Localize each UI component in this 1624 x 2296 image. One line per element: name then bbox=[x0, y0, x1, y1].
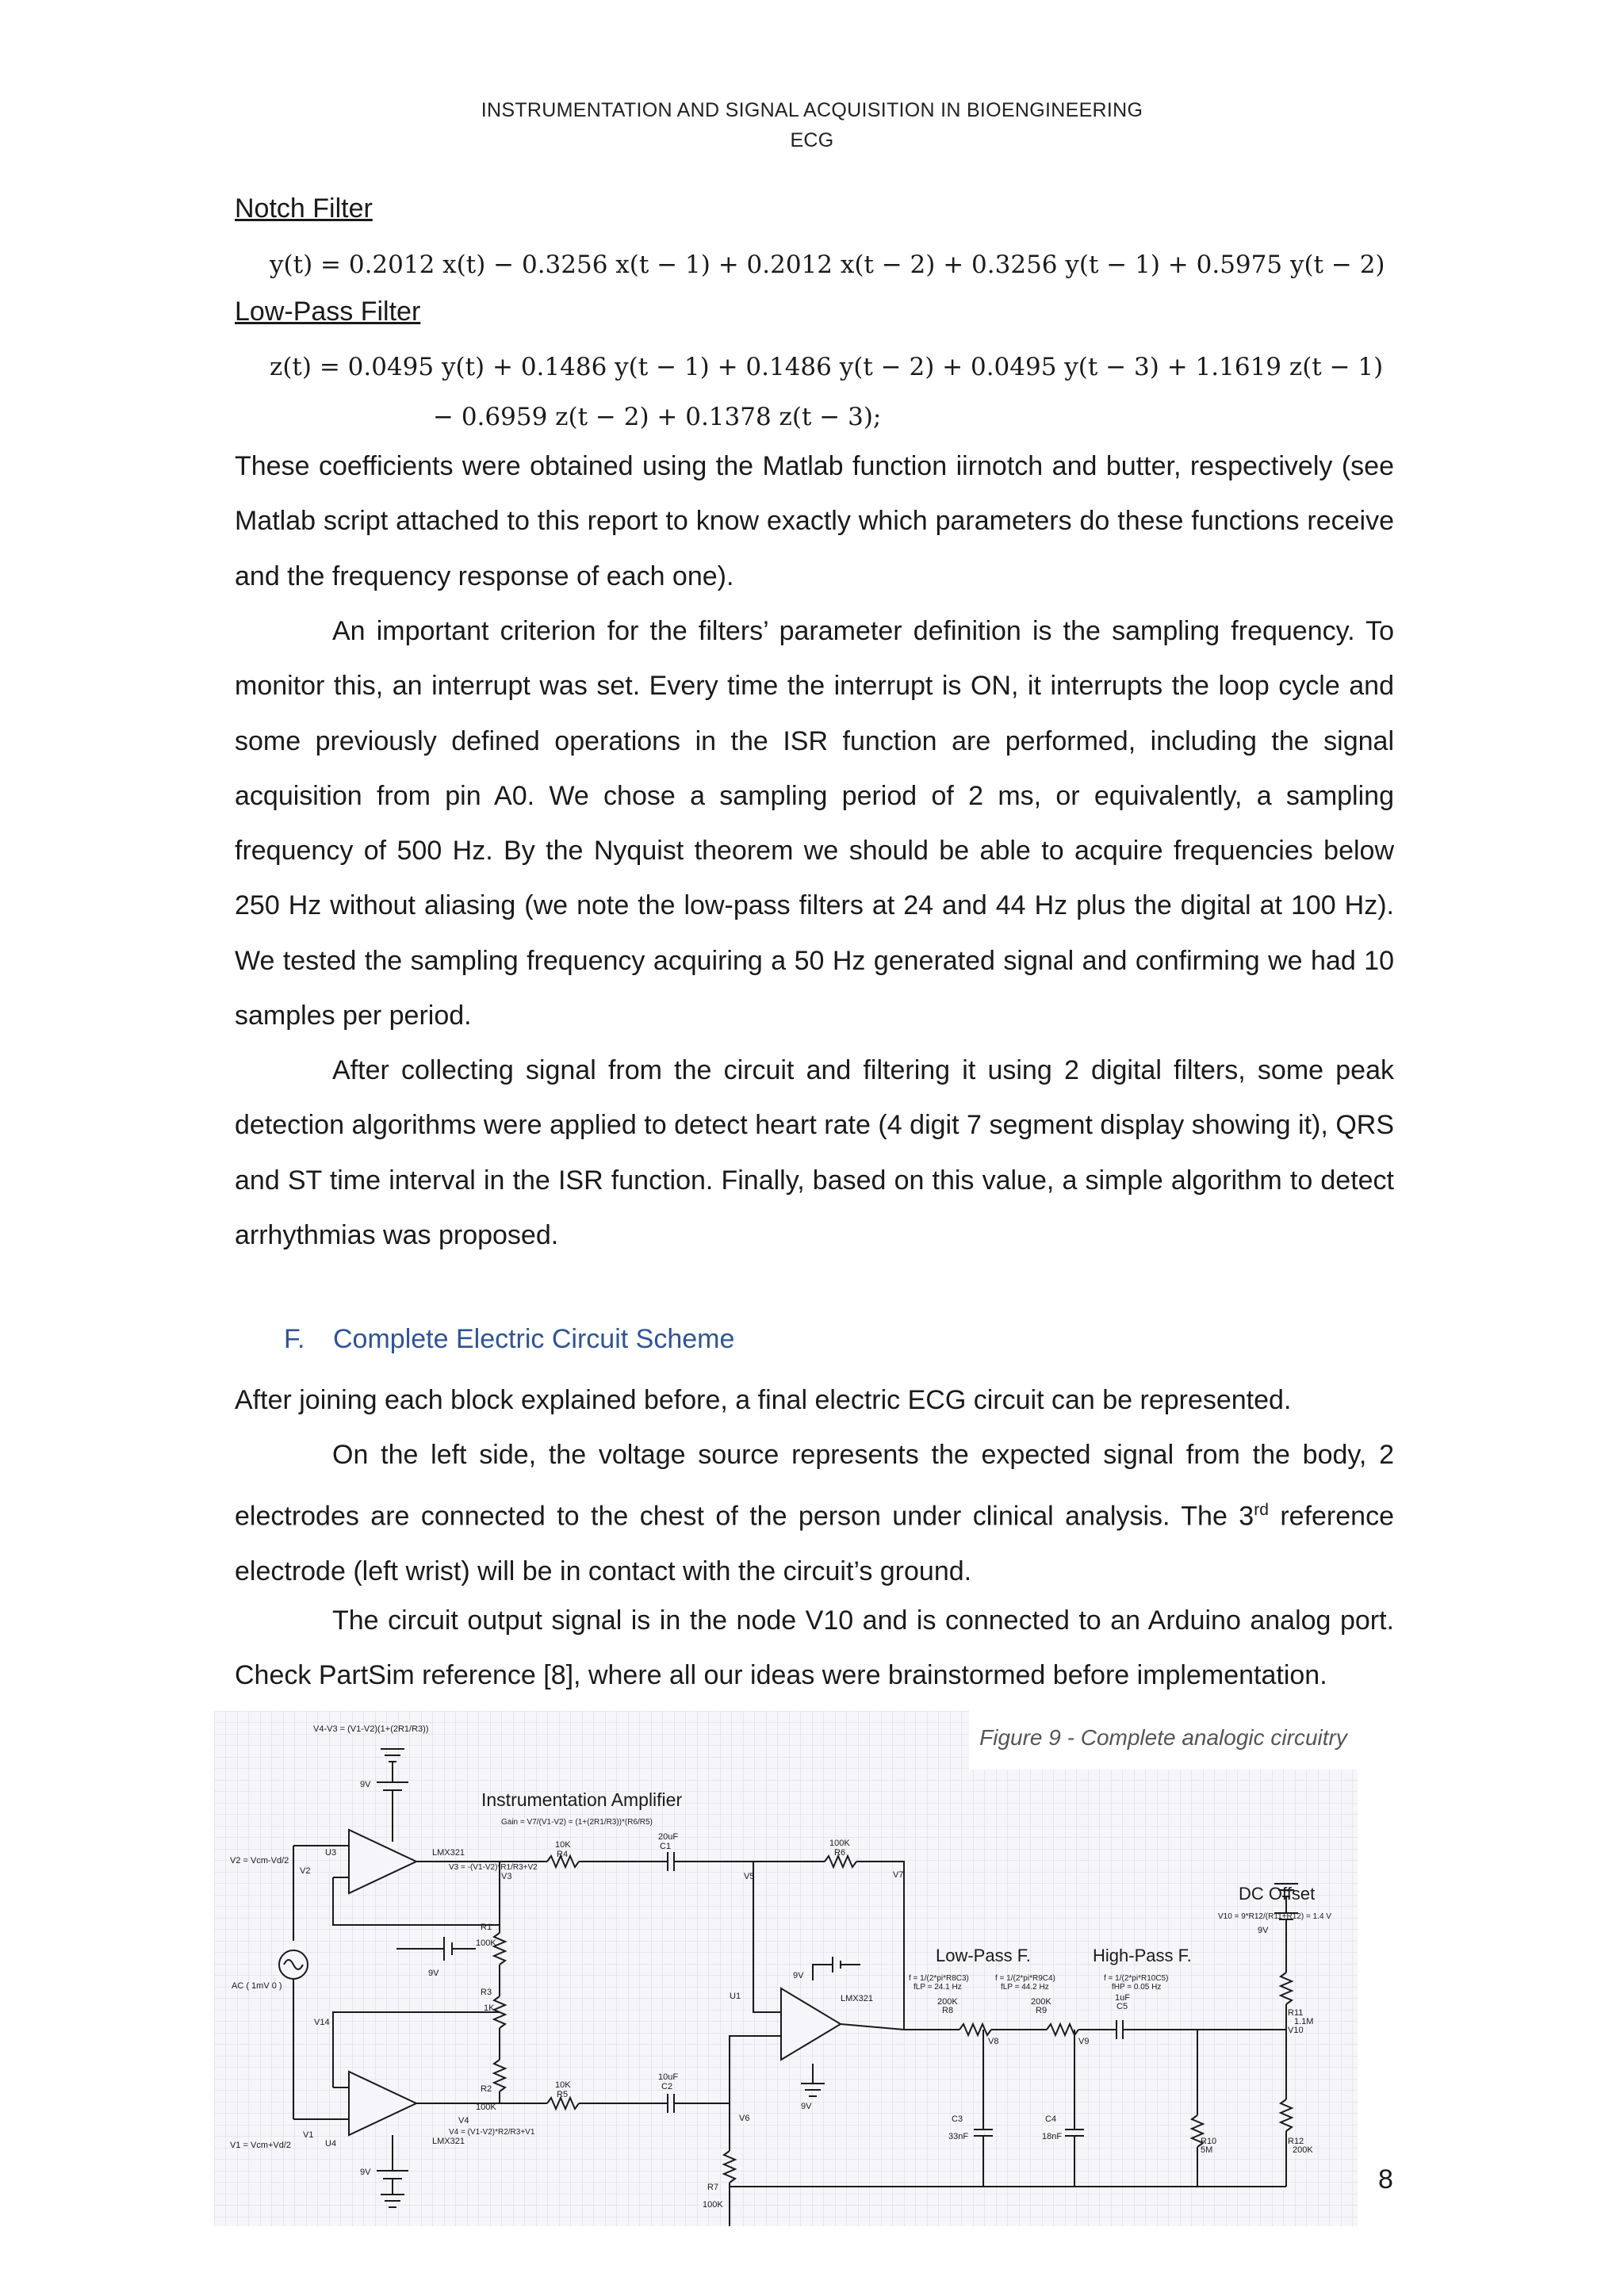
c5-value: 1uF bbox=[1115, 1993, 1130, 2003]
v3-node-label: V3 bbox=[501, 1872, 512, 1881]
r4-value: 10K bbox=[555, 1840, 571, 1850]
lowpass-title: Low-Pass F. bbox=[936, 1946, 1031, 1965]
lp2-formula: f = 1/(2*pi*R9C4) bbox=[995, 1974, 1055, 1983]
r12-label: R12 bbox=[1288, 2137, 1304, 2146]
v7-node-label: V7 bbox=[893, 1870, 904, 1880]
c4-label: C4 bbox=[1045, 2114, 1057, 2124]
r6-value: 100K bbox=[829, 1839, 850, 1848]
lmx321-top: LMX321 bbox=[432, 1848, 465, 1858]
header-subtitle: ECG bbox=[790, 129, 834, 151]
u1-bottom-battery-label: 9V bbox=[801, 2102, 812, 2111]
ia-title: Instrumentation Amplifier bbox=[481, 1789, 683, 1810]
v10-node-label: V10 bbox=[1288, 2026, 1304, 2035]
highpass-title: High-Pass F. bbox=[1093, 1946, 1192, 1965]
c3-label: C3 bbox=[952, 2114, 963, 2124]
paragraph-joining: After joining each block explained before, a final electric ECG circuit can be represented. bbox=[235, 1385, 1292, 1415]
paragraph-coefficients: These coefficients were obtained using the Matlab function iirnotch and butter, respectively (see Matlab script attached to this report to know exactly which parameters do these functions receive and the frequency response of each one). bbox=[235, 451, 1394, 591]
paragraph-electrodes-text: On the left side, the voltage source represents the expected signal from the body, 2 electrodes are connected to the chest of the person under clinical analysis. The 3 bbox=[235, 1440, 1394, 1532]
top-battery-label: 9V bbox=[360, 1780, 371, 1789]
paragraph-electrodes bbox=[235, 1428, 1394, 1599]
r2-value: 100K bbox=[476, 2103, 496, 2112]
r11-label: R11 bbox=[1288, 2008, 1304, 2018]
paragraph-output bbox=[235, 1594, 1394, 1704]
dc-battery-label: 9V bbox=[1258, 1926, 1269, 1935]
section-title: Complete Electric Circuit Scheme bbox=[333, 1324, 735, 1354]
top-formula-label: V4-V3 = (V1-V2)(1+(2R1/R3)) bbox=[313, 1724, 429, 1734]
figure-caption: Figure 9 - Complete analogic circuitry bbox=[969, 1706, 1358, 1770]
circuit-schematic bbox=[214, 1711, 1358, 2226]
ia-gain: Gain = V7/(V1-V2) = (1+(2R1/R3))*(R6/R5) bbox=[501, 1818, 653, 1827]
r2-label: R2 bbox=[481, 2084, 492, 2094]
r7-value: 100K bbox=[703, 2200, 723, 2210]
paragraph-sampling bbox=[235, 604, 1394, 1043]
paragraph-sampling-text: An important criterion for the filters’ parameter definition is the sampling frequency. To monitor this, an interrupt was set. Every time the interrupt is ON, it interrupts the loop cycle and some previously defined operations in the ISR function are performed, including the signal acquisition from pin A0. We chose a sampling period of 2 ms, or equivalently, a sampling frequency of 500 Hz. By the Nyquist theorem we should be able to acquire frequencies below 250 Hz without aliasing (we note the low-pass filters at 24 and 44 Hz plus the digital at 100 Hz). We tested the sampling frequency acquiring a 50 Hz generated signal and confirming we had 10 samples per period. bbox=[235, 616, 1394, 1031]
lmx321-bottom: LMX321 bbox=[432, 2137, 465, 2146]
v6-node-label: V6 bbox=[739, 2114, 750, 2123]
lp1-formula: f = 1/(2*pi*R8C3) bbox=[909, 1974, 969, 1983]
r8-value: 200K bbox=[937, 1997, 958, 2007]
lowpass-equation-line1: z(t) = 0.0495 y(t) + 0.1486 y(t − 1) + 0.1486 y(t − 2) + 0.0495 y(t − 3) + 1.1619 z(t − 1) bbox=[270, 353, 1384, 381]
r3-value: 1K bbox=[484, 2003, 495, 2013]
page-header bbox=[0, 95, 1624, 155]
lp1-frequency: fLP = 24.1 Hz bbox=[914, 1983, 962, 1992]
c5-label: C5 bbox=[1116, 2002, 1128, 2011]
paragraph-detection bbox=[235, 1043, 1394, 1263]
v3-equation: V3 = -(V1-V2)*R1/R3+V2 bbox=[449, 1863, 538, 1872]
paragraph-output-text: The circuit output signal is in the node V10 and is connected to an Arduino analog port. Check PartSim reference [8], where all our ideas were brainstormed before implementation. bbox=[235, 1605, 1394, 1691]
v5-node-label: V5 bbox=[744, 1872, 755, 1881]
c4-value: 18nF bbox=[1042, 2132, 1063, 2141]
lowpass-filter-label: Low-Pass Filter bbox=[235, 297, 421, 327]
notch-filter-label: Notch Filter bbox=[235, 193, 373, 224]
lmx321-u1: LMX321 bbox=[841, 1994, 873, 2003]
c3-value: 33nF bbox=[948, 2132, 969, 2141]
v4-equation: V4 = (V1-V2)*R2/R3+V1 bbox=[449, 2128, 535, 2137]
paragraph-electrodes-text-end: reference electrode (left wrist) will be in contact with the circuit’s ground. bbox=[235, 1501, 1394, 1586]
r1-value: 100K bbox=[476, 1938, 496, 1948]
ordinal-superscript: rd bbox=[1254, 1501, 1269, 1520]
u1-battery-label: 9V bbox=[793, 1971, 804, 1980]
u3-label: U3 bbox=[325, 1848, 337, 1858]
r5-label: R5 bbox=[557, 2090, 569, 2099]
u4-label: U4 bbox=[325, 2139, 337, 2149]
dc-offset-eq: V10 = 9*R12/(R11+R12) = 1.4 V bbox=[1218, 1912, 1331, 1921]
v4-node-label: V4 bbox=[458, 2116, 469, 2126]
v2-node-label: V2 bbox=[300, 1866, 311, 1876]
section-number: F. bbox=[284, 1324, 305, 1354]
c1-value: 20uF bbox=[658, 1832, 679, 1842]
c2-label: C2 bbox=[661, 2082, 673, 2091]
r1-label: R1 bbox=[481, 1923, 492, 1932]
r9-value: 200K bbox=[1031, 1997, 1051, 2007]
v1-eq: V1 = Vcm+Vd/2 bbox=[230, 2141, 292, 2150]
r4-label: R4 bbox=[557, 1850, 569, 1859]
v14-label: V14 bbox=[314, 2018, 330, 2027]
bottom-battery-label: 9V bbox=[360, 2168, 371, 2177]
r6-label: R6 bbox=[834, 1848, 846, 1858]
v8-node-label: V8 bbox=[988, 2037, 999, 2046]
lp2-frequency: fLP = 44.2 Hz bbox=[1001, 1983, 1049, 1992]
header-title: INSTRUMENTATION AND SIGNAL ACQUISITION IN BIOENGINEERING bbox=[481, 99, 1143, 121]
r10-label: R10 bbox=[1201, 2137, 1217, 2146]
r8-label: R8 bbox=[942, 2006, 954, 2015]
c2-value: 10uF bbox=[658, 2072, 679, 2082]
middle-battery-label: 9V bbox=[428, 1969, 439, 1978]
dc-offset-title: DC Offset bbox=[1239, 1884, 1316, 1904]
v2-eq: V2 = Vcm-Vd/2 bbox=[230, 1856, 289, 1866]
r11-value: 1.1M bbox=[1294, 2017, 1314, 2026]
hp-formula: f = 1/(2*pi*R10C5) bbox=[1104, 1974, 1169, 1983]
r9-label: R9 bbox=[1036, 2006, 1048, 2015]
r5-value: 10K bbox=[555, 2080, 571, 2090]
notch-equation: y(t) = 0.2012 x(t) − 0.3256 x(t − 1) + 0.2012 x(t − 2) + 0.3256 y(t − 1) + 0.5975 y(t − 2) bbox=[270, 251, 1385, 279]
r3-label: R3 bbox=[481, 1988, 492, 1997]
v1-node-label: V1 bbox=[303, 2130, 314, 2140]
c1-label: C1 bbox=[660, 1842, 672, 1851]
r10-value: 5M bbox=[1201, 2145, 1213, 2155]
page-number: 8 bbox=[1378, 2164, 1393, 2195]
hp-frequency: fHP = 0.05 Hz bbox=[1112, 1983, 1162, 1992]
lowpass-equation-line2: − 0.6959 z(t − 2) + 0.1378 z(t − 3); bbox=[433, 403, 882, 431]
ac-source-label: AC ( 1mV 0 ) bbox=[232, 1981, 282, 1991]
r7-label: R7 bbox=[707, 2183, 719, 2192]
r12-value: 200K bbox=[1293, 2145, 1313, 2155]
v9-node-label: V9 bbox=[1078, 2037, 1090, 2046]
section-heading-f bbox=[284, 1324, 734, 1355]
paragraph-detection-text: After collecting signal from the circuit and filtering it using 2 digital filters, some peak detection algorithms were applied to detect heart rate (4 digit 7 segment display showing it), QRS and ST time interval in the ISR function. Finally, based on this value, a simple algorithm to detect arrhythmias was proposed. bbox=[235, 1055, 1394, 1250]
u1-label: U1 bbox=[730, 1992, 741, 2001]
